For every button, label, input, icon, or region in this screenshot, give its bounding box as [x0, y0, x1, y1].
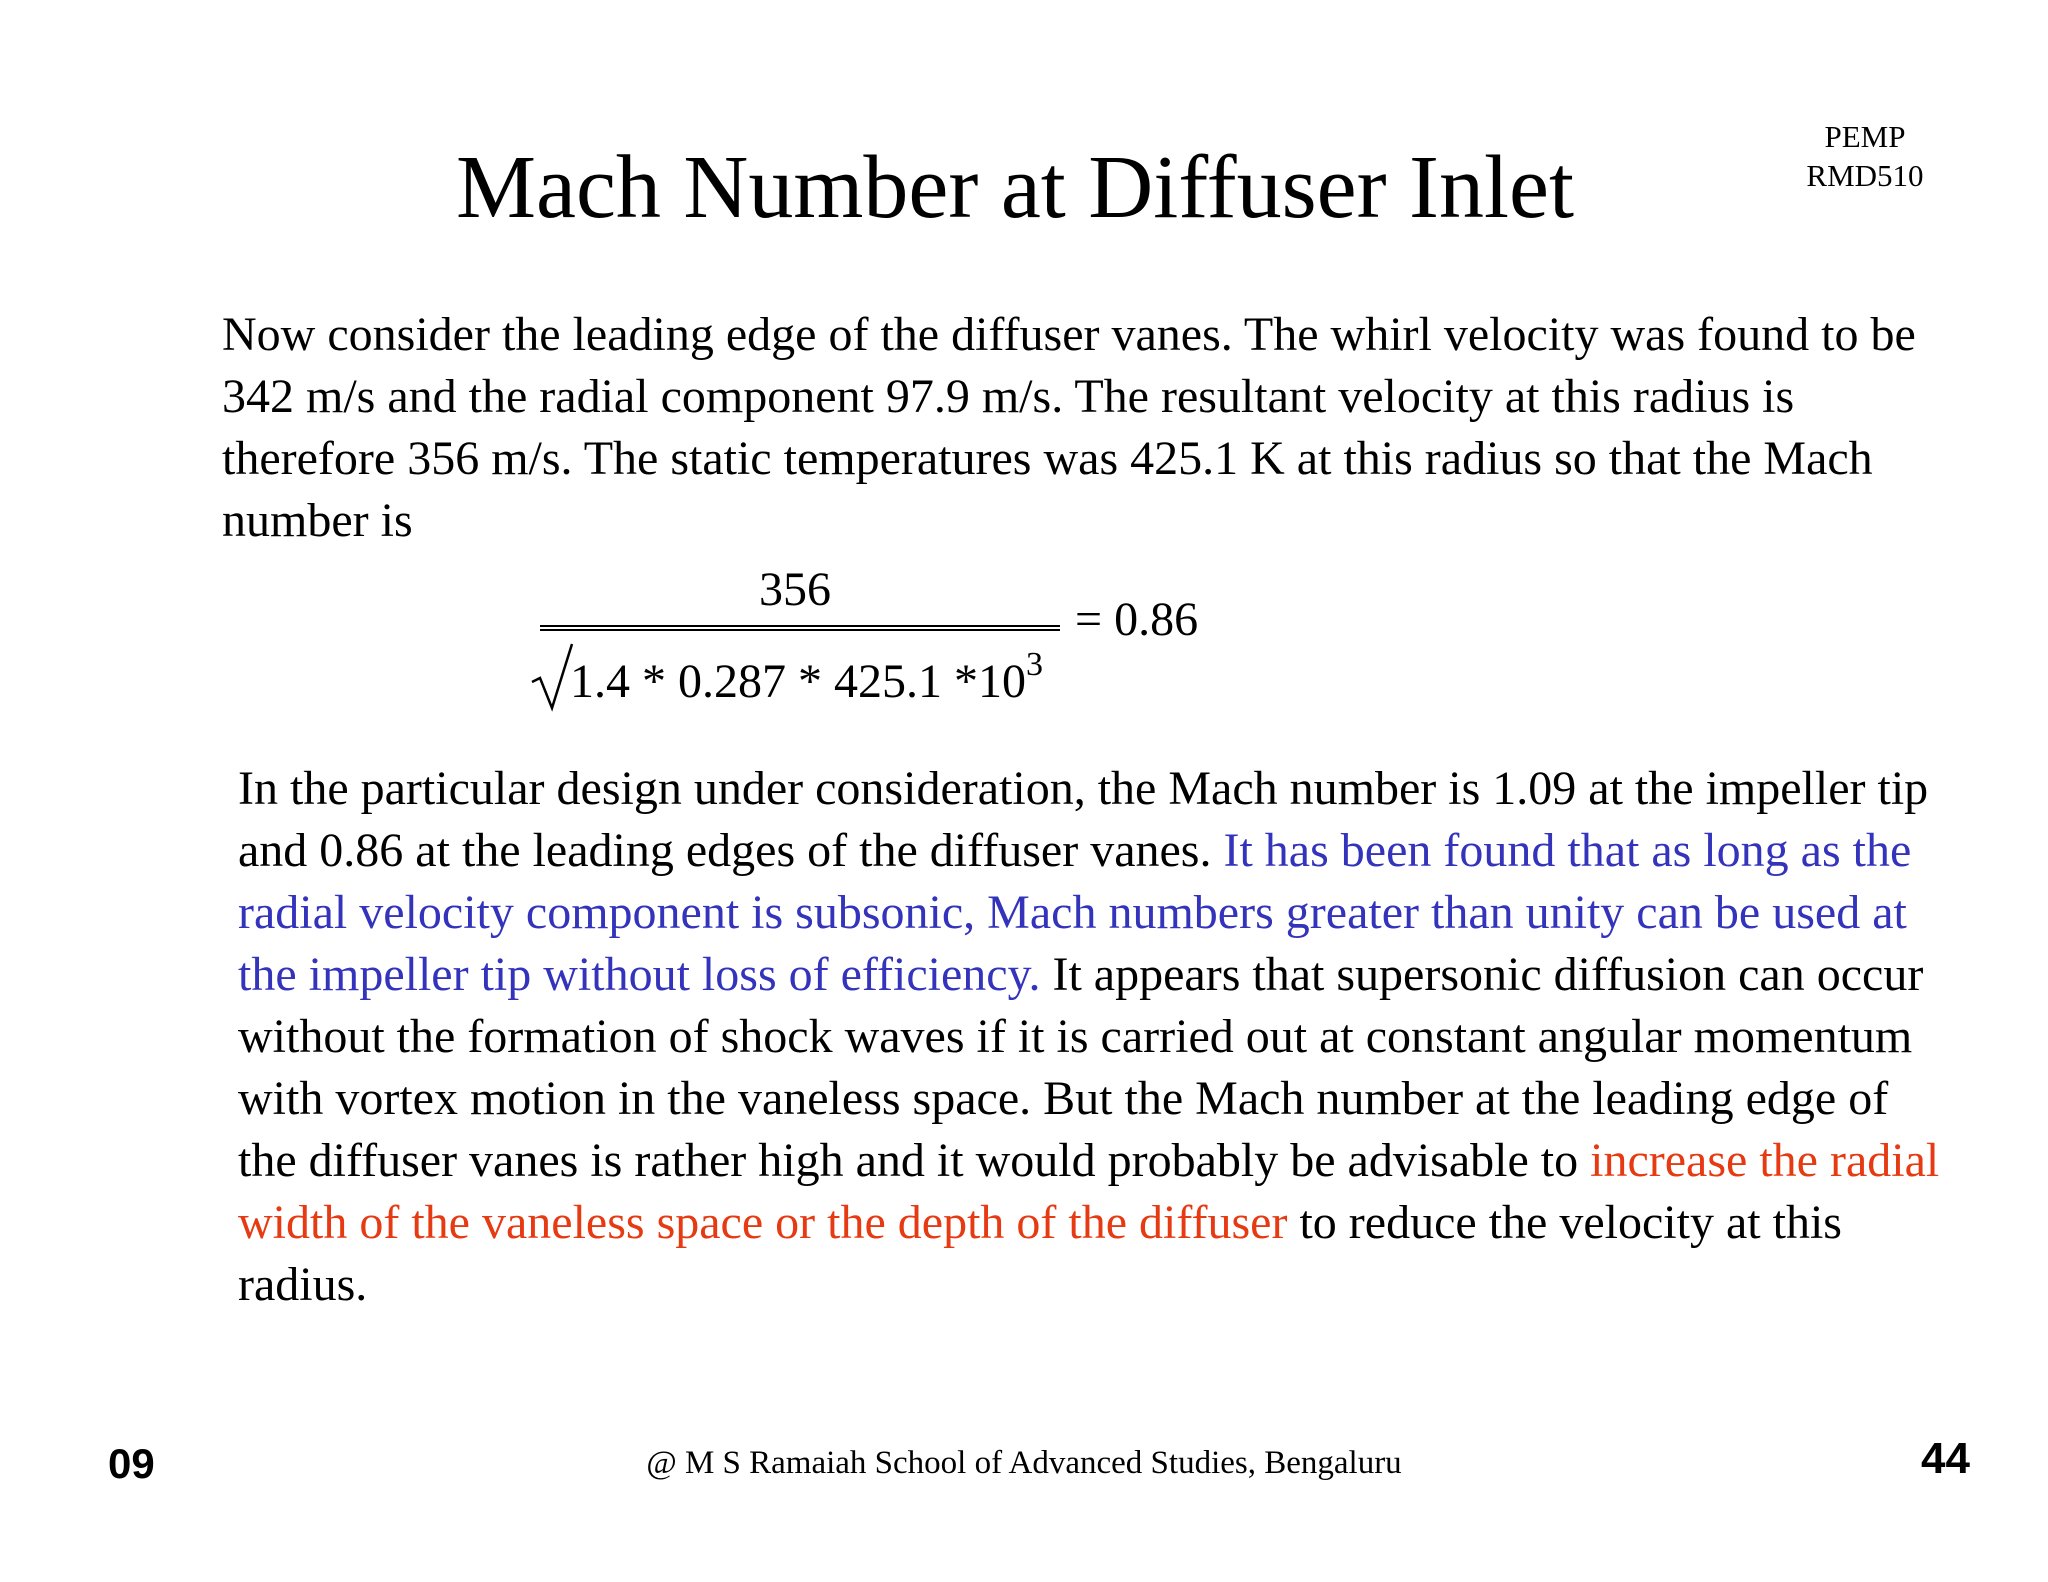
equation-numerator: 356	[759, 563, 831, 616]
highlight-blue-text: It has been found that as long as the radial velocity component is subsonic, Mach numbers greater than unity can be used at the impeller tip without loss of efficiency.	[238, 824, 1912, 1001]
square-root-icon	[530, 642, 574, 712]
highlight-red-text: increase the radial width of the vaneless space or the depth of the diffuser	[238, 1134, 1940, 1249]
slide-title: Mach Number at Diffuser Inlet	[456, 138, 1574, 237]
fraction-bar	[540, 625, 1060, 627]
discussion-text-2: It appears that supersonic diffusion can occur without the formation of shock waves if it is carried out at constant angular momentum with vortex motion in the vaneless space. But the Mach number at the leading edge of the diffuser vanes is rather high and it would probably be advisable to	[238, 948, 1924, 1187]
course-code-line1: PEMP	[1824, 119, 1906, 154]
discussion-text-1: In the particular design under consideration, the Mach number is 1.09 at the impeller tip and 0.86 at the leading edges of the diffuser vanes.	[238, 762, 1929, 877]
intro-paragraph: Now consider the leading edge of the diffuser vanes. The whirl velocity was found to be 342 m/s and the radial component 97.9 m/s. The resultant velocity at this radius is therefore 356 m/s. The static temperatures was 425.1 K at this radius so that the Mach number is	[222, 308, 1916, 547]
equation-denominator	[570, 648, 1043, 706]
course-code-line2: RMD510	[1806, 157, 1924, 193]
footer-institution: @ M S Ramaiah School of Advanced Studies, Bengaluru	[646, 1445, 1402, 1481]
equation-result: = 0.86	[1075, 593, 1199, 646]
discussion-text-3: to reduce the velocity at this radius.	[238, 1196, 1842, 1311]
fraction-bar-double	[540, 629, 1060, 631]
course-code	[1780, 118, 1950, 196]
slide-page-number: 44	[1921, 1434, 1970, 1483]
denominator-exponent: 3	[1026, 646, 1043, 683]
denominator-expression: 1.4 * 0.287 * 425.1 *10	[570, 655, 1026, 708]
footer-module-number: 09	[108, 1440, 155, 1487]
discussion-paragraph	[238, 758, 1958, 1316]
equation-fraction	[530, 556, 1060, 716]
